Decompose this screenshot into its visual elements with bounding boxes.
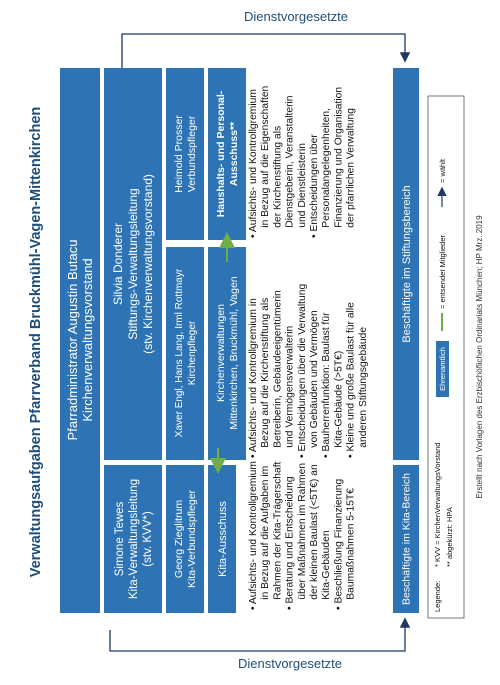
text-line: und Dienstleisterin xyxy=(296,142,308,238)
administrator-box xyxy=(60,68,100,613)
text-line: • Aufsichts- und Kontrollgremium xyxy=(248,461,259,610)
text-line: Haushalts- und Personal- xyxy=(215,90,228,218)
text-line: Mittenkirchen, Bruckmühl, Vagen xyxy=(228,276,241,430)
text-line: Simone Tewes xyxy=(114,501,127,577)
text-line: in Bezug auf die Eigenschaften xyxy=(260,85,272,238)
text-line: Kita-Ausschuss xyxy=(216,501,229,577)
text-line: Dienstgeberin, Veranstalterin xyxy=(284,95,296,238)
text-line: Kirchenpfleger xyxy=(187,320,198,386)
top-label: Dienstvorgesetzte xyxy=(243,9,349,24)
text-line: (stv. KVV*) xyxy=(142,511,155,567)
budget-committee-box xyxy=(208,68,246,240)
text-line: Baumaßnahmen 5-15T€ xyxy=(345,488,357,610)
text-line: Rahmen der Kita-Trägerschaft xyxy=(272,461,284,610)
text-line: Kirchenverwaltungsvorstand xyxy=(80,258,96,422)
credit-text: Erstellt nach Vorlagen des Erzbischöflichen Ordinariats München; HP Mrz. 2019 xyxy=(475,215,484,499)
text-line: Stiftungs-Verwaltungsleitung xyxy=(126,188,141,340)
staff-foundation-box xyxy=(393,68,419,460)
kita-caretaker-text xyxy=(173,489,198,588)
text-line: Pfarradministrator Augustin Butacu xyxy=(65,239,81,441)
kita-tasks-text xyxy=(248,461,357,610)
text-line: Personalangelegenheiten, xyxy=(321,108,333,238)
legend-delegated: = entsendet Mitglieder xyxy=(438,234,447,309)
legend-note1: * KVV = KirchenVerwaltungsVorstand xyxy=(433,442,442,567)
text-line: Kita-Gebäuden xyxy=(321,530,333,610)
kita-committee-box xyxy=(208,465,236,613)
text-line: Kita-Gebäude (>5T€) xyxy=(333,350,345,458)
text-line: • Entscheidungen über xyxy=(309,134,320,238)
text-line: Heimold Prosser xyxy=(173,115,186,193)
legend-note2: ** abgekürzt: HPA xyxy=(445,507,454,567)
kita-caretaker-box xyxy=(166,465,204,613)
legend-volunteer: Ehrenamtlich xyxy=(438,347,447,391)
kita-lead-box xyxy=(104,465,162,613)
text-line: • Beratung und Entscheidung xyxy=(284,476,296,610)
text-line: Georg Zieglitrum xyxy=(173,499,186,579)
text-line: • Entscheidungen über die Verwaltung xyxy=(296,283,308,458)
staff-kita-text xyxy=(401,473,413,605)
text-line: (stv. Kirchenverwaltungsvorstand) xyxy=(141,174,156,354)
text-line: Finanzierung und Organisation xyxy=(333,86,345,238)
text-line: • Bauherrenfunktion: Baulast für xyxy=(321,312,333,458)
staff-kita-box xyxy=(393,465,419,613)
administrator-text xyxy=(65,240,95,441)
text-line: Betreiberin, Gebäudeeigentümerin xyxy=(272,290,284,458)
legend xyxy=(428,96,464,618)
text-line: anderen Stiftungsgebäude xyxy=(357,326,369,458)
text-line: • Aufsichts- und Kontrollgremium xyxy=(248,89,259,238)
bottom-label: Dienstvorgesetzte xyxy=(237,656,343,671)
text-line: der kleinen Baulast (<5T€) an xyxy=(309,464,320,610)
text-line: von Gebäuden und Vermögen xyxy=(309,310,320,458)
text-line: der Kirchenstiftung als xyxy=(272,125,284,238)
text-line: Bezug auf die Kirchenstiftung als xyxy=(260,297,272,458)
text-line: Verbundspfleger xyxy=(186,115,199,193)
text-line: Beschäftigte im Kita-Bereich xyxy=(400,473,413,605)
text-line: Kita-Verbundspfleger xyxy=(186,489,199,589)
association-caretaker-box xyxy=(166,68,204,240)
church-caretakers-box xyxy=(166,247,204,460)
text-line: in Bezug auf die Aufgaben im xyxy=(260,465,272,610)
text-line: Kita-Verwaltungsleitung xyxy=(128,478,141,600)
church-administrations-box xyxy=(208,247,246,460)
text-line: • Kleine und große Baulast für alle xyxy=(345,302,357,458)
text-line: und Vermögensverwalterin xyxy=(284,325,296,458)
kita-committee-text xyxy=(217,501,229,577)
diagram-title: Verwaltungsaufgaben Pfarrverband Bruckmühl-Vagen-Mittenkirchen xyxy=(28,106,44,578)
foundation-lead-box xyxy=(104,68,162,460)
text-line: über Maßnahmen im Rahmen xyxy=(296,462,308,610)
text-line: • Beschließung Finanzierung xyxy=(333,478,345,610)
text-line: Kirchenverwaltungen xyxy=(215,303,228,403)
legend-elected: = wählt xyxy=(438,159,447,183)
text-line: Xaver Engl, Hans Lang, Irml Rottmayr xyxy=(174,268,185,438)
staff-foundation-text xyxy=(401,185,413,342)
church-tasks-text xyxy=(248,284,369,458)
budget-tasks-text xyxy=(248,85,357,238)
association-caretaker-text xyxy=(173,115,198,193)
text-line: der pfarrlichen Verwaltung xyxy=(345,108,357,238)
text-line: • Aufsichts- und Kontrollgremium in xyxy=(248,298,259,458)
text-line: Beschäftigte im Stiftungsbereich xyxy=(400,185,413,343)
text-line: Silvia Donderer xyxy=(111,222,126,306)
legend-title: Legende: xyxy=(433,580,442,612)
text-line: Ausschuss** xyxy=(228,121,241,187)
